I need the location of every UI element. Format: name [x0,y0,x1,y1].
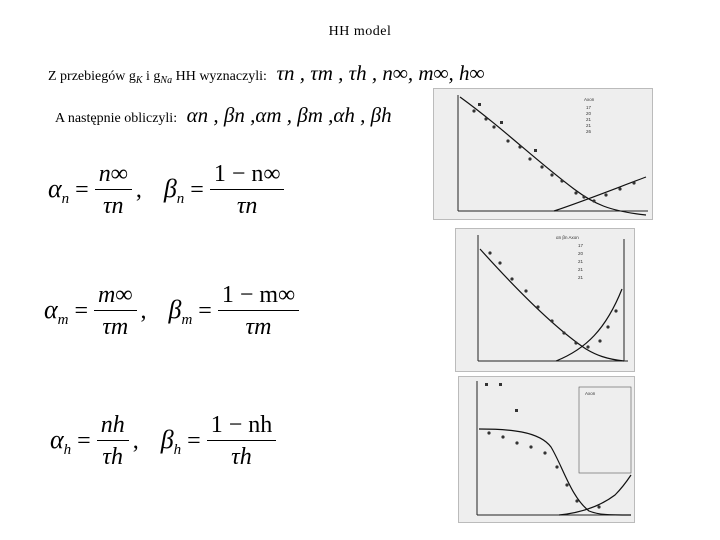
tau-n-plot-graphic [434,89,652,219]
intro-text-2: i g [142,69,161,84]
sub-k: K [135,75,143,86]
svg-text:21: 21 [578,275,584,280]
sub-na: Na [160,75,173,86]
computed-label: A następnie obliczyli: [55,111,178,126]
intro-text-1: Z przebiegów g [48,69,136,84]
svg-text:20: 20 [586,111,592,116]
beta-m-fraction: $\frac{1 - m\infty}{\tau m}$ [218,283,299,340]
intro-text-3: HH wyznaczyli: [172,69,267,84]
slide-title: HH model [328,24,392,39]
svg-text:21: 21 [578,267,584,272]
intro-line-determined [48,61,485,86]
svg-text:Axon: Axon [584,97,595,102]
beta-m-lhs: $\beta_m$ [168,294,193,328]
svg-text:21: 21 [578,259,584,264]
alpha-m-fraction: $\frac{m\infty}{\tau m}$ [94,283,136,340]
alpha-h-lhs: $\alpha_h$ [50,424,72,458]
alpha-n-fraction: $\frac{n\infty}{\tau n}$ [95,162,132,219]
intro-line-computed [55,103,392,128]
plot3-legend-header: Axon [585,391,596,396]
tau-m-scanned-plot [455,228,635,372]
svg-text:17: 17 [586,105,592,110]
alpha-h-fraction: $\frac{nh}{\tau h}$ [97,413,129,470]
beta-n-fraction: $\frac{1 - n\infty}{\tau n}$ [210,162,285,219]
svg-text:20: 20 [578,251,584,256]
alpha-n-lhs: $\alpha_n$ [48,173,70,207]
determined-symbols: τn , τm , τh , n∞, m∞, h∞ [276,61,485,85]
svg-text:21: 21 [586,117,592,122]
formula-m: $\alpha_m$ = $\frac{m\infty}{\tau m}$ , $\beta_m$ = $\frac{1 - m\infty}{\tau m}$ [44,283,299,340]
tau-n-scanned-plot [433,88,653,220]
beta-n-lhs: $\beta_n$ [163,173,185,207]
tau-m-plot-graphic [456,229,634,371]
svg-text:21: 21 [586,123,592,128]
formula-n: $\alpha_n$ = $\frac{n\infty}{\tau n}$ , $\beta_n$ = $\frac{1 - n\infty}{\tau n}$ [48,162,284,219]
plot2-legend-header: αn βn Axon [556,235,579,240]
beta-h-lhs: $\beta_h$ [160,424,182,458]
beta-h-fraction: $\frac{1 - nh}{\tau h}$ [207,413,277,470]
svg-text:26: 26 [586,129,592,134]
svg-text:17: 17 [578,243,584,248]
tau-h-plot-graphic [459,377,634,522]
formula-h: $\alpha_h$ = $\frac{nh}{\tau h}$ , $\beta_h$ = $\frac{1 - nh}{\tau h}$ [50,413,276,470]
tau-h-scanned-plot [458,376,635,523]
alpha-m-lhs: $\alpha_m$ [44,294,69,328]
computed-symbols: αn , βn ,αm , βm ,αh , βh [186,103,392,127]
